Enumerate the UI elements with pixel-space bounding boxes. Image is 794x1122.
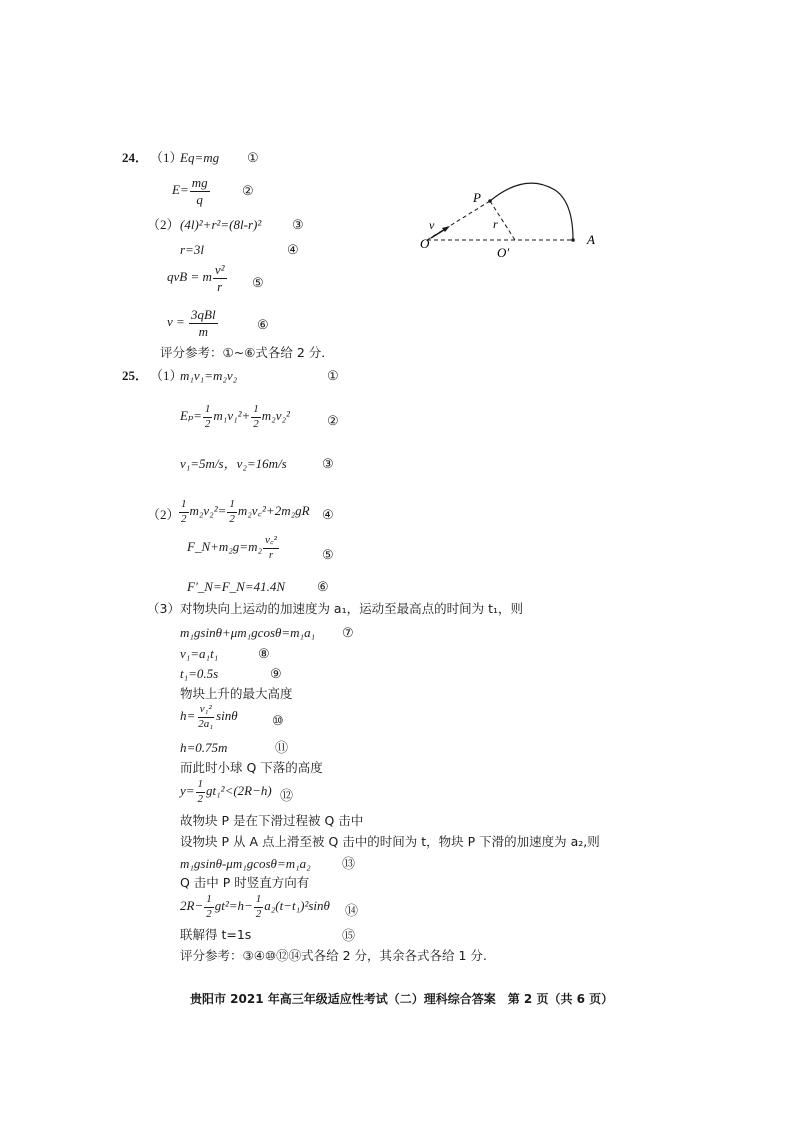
q24-eq1: Eq=mg [180,150,220,165]
q25-eq8: v₁=a₁t₁ [180,646,219,661]
q24-mark1: ① [247,150,259,165]
q25-eq2: Eₚ= $\frac{1}{2}$ m₁v₁²+ $\frac{1}{2}$ m₂v₂² [180,403,290,430]
q25-text1: 物块上升的最大高度 [180,686,293,701]
q24-eq4: r=3l [180,242,204,257]
q25-text2: 而此时小球 Q 下落的高度 [180,760,323,775]
q25-mark13: ⑬ [342,856,356,871]
point-a [571,238,575,242]
q25-mark14: ⑭ [345,903,359,918]
q24-number: 24． [122,150,149,165]
label-v: v [429,218,435,232]
label-p: P [473,190,481,205]
q24-mark4: ④ [287,242,299,257]
q25-mark2: ② [327,413,339,428]
q24-score: 评分参考：①~⑥式各给 2 分． [160,345,334,360]
q25-eq5: F_N+m₂g=m₂ $\frac{\text{v꜀²}}{r}$ [187,534,277,561]
q24-part1: （1） [150,150,183,165]
q25-mark6: ⑥ [317,579,329,594]
q25-eq15: 联解得 t=1s [180,927,252,942]
q25-mark12: ⑫ [280,788,294,803]
q25-part1: （1） [150,368,183,383]
q24-mark6: ⑥ [257,317,269,332]
circle-motion-diagram [415,180,605,260]
label-a: A [587,232,595,247]
q25-text4: 设物块 P 从 A 点上滑至被 Q 击中的时间为 t，物块 P 下滑的加速度为 a₂,则 [180,834,600,849]
q25-eq10: h= $\frac{\text{v₁²}}{\text{2a₁}}$ sinθ [180,703,238,730]
q25-mark11: ⑪ [275,740,289,755]
q25-mark8: ⑧ [258,646,270,661]
trajectory-arc [490,183,573,240]
q25-eq12: y= $\frac{1}{2}$ gt₁²<(2R−h) [180,778,272,805]
q24-eq6: v = $\frac{\text{3qBl}}{m}$ [167,307,216,339]
q25-mark7: ⑦ [342,625,354,640]
q25-eq9: t₁=0.5s [180,666,219,681]
q24-eq2: E= $\frac{mg}{q}$ [172,175,208,207]
q24-eq5: qvB = m $\frac{\text{v²}}{r}$ [167,262,225,294]
label-o: O [420,236,430,251]
q25-eq4: $\frac{1}{2}$ m₂v₂²= $\frac{1}{2}$ m₂v꜀²+2m₂gR [181,498,310,525]
q25-text5: Q 击中 P 时竖直方向有 [180,875,310,890]
label-r: r [493,217,498,231]
q25-mark15: ⑮ [342,928,356,943]
q25-mark10: ⑩ [272,713,284,728]
q25-score: 评分参考：③④⑩⑫⑭式各给 2 分，其余各式各给 1 分. [180,948,487,963]
q24-mark5: ⑤ [252,275,264,290]
q25-eq1: m₁v₁=m₂v₂ [180,368,238,383]
q25-mark9: ⑨ [270,666,282,681]
q24-mark2: ② [242,183,254,198]
q24-part2: （2） [147,217,180,232]
q25-part2: （2） [147,507,180,522]
q25-mark5: ⑤ [322,547,334,562]
q25-part3: （3）对物块向上运动的加速度为 a₁，运动至最高点的时间为 t₁，则 [147,601,523,616]
q25-eq13: m₁gsinθ-μm₁gcosθ=m₁a₂ [180,856,311,871]
q25-eq11: h=0.75m [180,740,228,755]
q25-text3: 故物块 P 是在下滑过程被 Q 击中 [180,813,364,828]
q24-mark3: ③ [292,217,304,232]
page-footer: 贵阳市 2021 年高三年级适应性考试（二）理科综合答案 第 2 页（共 6 页） [190,992,614,1006]
q25-eq6: F′_N=F_N=41.4N [187,579,286,594]
point-p [488,199,492,203]
q25-number: 25． [122,368,149,383]
q25-mark3: ③ [322,456,334,471]
q25-eq14: 2R− $\frac{1}{2}$ gt²=h− $\frac{1}{2}$ a₂(t−t₁)²sinθ [180,893,330,920]
label-o-prime: O′ [497,245,510,260]
q24-eq3: (4l)²+r²=(8l-r)² [180,217,262,232]
q25-mark4: ④ [322,507,334,522]
q25-eq7: m₁gsinθ+μm₁gcosθ=m₁a₁ [180,625,316,640]
q25-mark1: ① [327,368,339,383]
q25-eq3: v₁=5m/s，v₂=16m/s [180,456,287,471]
